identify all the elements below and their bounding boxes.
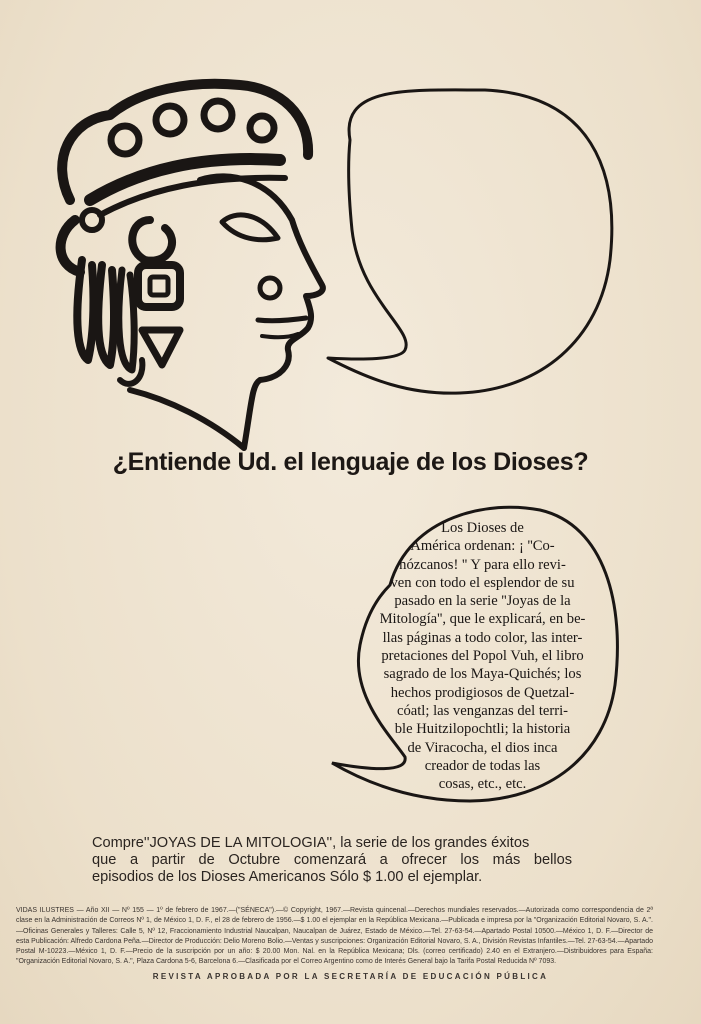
promo-line: Compre''JOYAS DE LA MITOLOGIA'', la serie de los grandes éxitos [92,835,530,851]
bubble-copy [355,519,610,793]
mayan-head-with-speech-bubble [30,60,630,460]
bubble-line: nózcanos! '' Y para ello revi- [399,556,566,573]
bubble-line: América ordenan: ¡ ''Co- [410,538,555,555]
empty-speech-bubble [328,90,612,393]
promo-line: episodios de los Dioses Americanos Sólo $ 1.00 el ejemplar. [92,869,483,885]
promo-text [92,835,572,886]
promo-line: que a partir de Octubre comenzará a ofrecer los más bellos [92,852,572,868]
bubble-line: ble Huitzilopochtli; la historia [394,721,571,738]
bubble-line: hechos prodigiosos de Quetzal- [390,684,575,701]
bubble-line: de Viracocha, el dios inca [407,739,558,756]
bubble-line: sagrado de los Maya-Quichés; los [383,666,582,683]
bubble-line: pasado en la serie ''Joyas de la [394,593,571,610]
bubble-line: ven con todo el esplendor de su [390,574,575,591]
bubble-line: pretaciones del Popol Vuh, el libro [381,648,584,665]
bubble-line: Los Dioses de [441,520,524,536]
bubble-line: creador de todas las [424,757,541,774]
bubble-line: cosas, etc., etc. [438,776,527,793]
eye [222,215,278,240]
headline: ¿Entiende Ud. el lenguaje de los Dioses? [112,448,589,476]
approval-notice: REVISTA APROBADA POR LA SECRETARÍA DE EDUCACIÓN PÚBLICA [152,972,549,981]
publication-fine-print: VIDAS ILUSTRES — Año XII — Nº 155 — 1º de febrero de 1967.—("SÉNECA").—© Copyright, 1967.—Revista quincenal.—Derechos mundiales reservados.—Autorizada como correspondencia de 2ª clase en la Administración de Correos Nº 1, de México 1, D. F., el 28 de febrero de 1956.—$ 1.00 el ejemplar en la República Mexicana.—Publicada e impresa por la "Organización Editorial Novaro, S. A.".—Oficinas Generales y Talleres: Calle 5, Nº 12, Fraccionamiento Industrial Naucalpan, Naucalpan de Juárez, Estado de México.—Tel. 27-63-54.—Apartado Postal 10500.—México 1, D. F.—Director de esta Publicación: Alfredo Cardona Peña.—Director de Producción: Delio Moreno Bolio.—Ventas y suscripciones: Organización Editorial Novaro, S. A., División Revistas Infantiles.—Tel. 27-63-54.—Apartado Postal M-10223.—México 1, D. F.—Precio de la suscripción por un año: $ 20.00 Mon. Nal. en la República Mexicana; Dls. (correo certificado) 2.40 en el Extranjero.—Distribuidores para España: "Organización Editorial Novaro, S. A.", Plaza Cardona 5-6, Barcelona 6.—Clasificada por el Correo Argentino como de Interés General bajo la Tarifa Postal Reducida Nº 7093. [16,907,653,966]
bubble-line: Mitología'', que le explicará, en be- [379,611,586,628]
bubble-line: cóatl; las venganzas del terri- [397,702,568,719]
bubble-line: llas páginas a todo color, las inter- [382,629,583,646]
